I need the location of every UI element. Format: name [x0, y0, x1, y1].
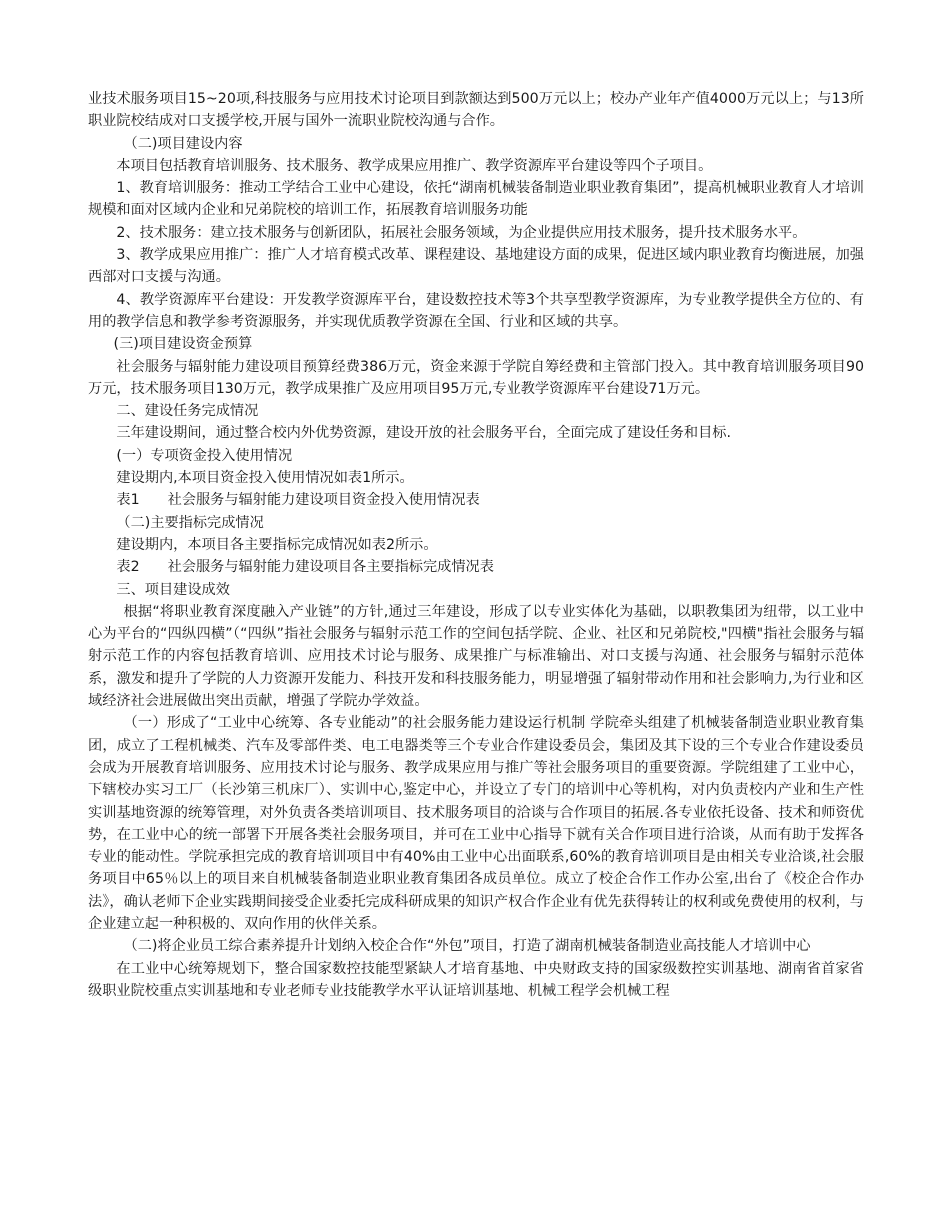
paragraph-mechanism: （一）形成了“工业中心统筹、各专业能动”的社会服务能力建设运行机制 学院牵头组建了机械装备制造业职业教育集团，成立了工程机械类、汽车及零部件类、电工电器类等三个专业合作建设委员会，集团及其下设的三个专业合作建设委员会成为开展教育培训服务、应用技术讨论与服务、教学成果应用与推广等社会服务项目的重要资源。学院组建了工业中心，下辖校办实习工厂（长沙第三机床厂）、实训中心,鉴定中心，并设立了专门的培训中心等机构，对内负责校内产业和生产性实训基地资源的统筹管理，对外负责各类培训项目、技术服务项目的洽谈与合作项目的拓展.各专业依托设备、技术和师资优势，在工业中心的统一部署下开展各类社会服务项目，并可在工业中心指导下就有关合作项目进行洽谈，从而有助于发挥各专业的能动性。学院承担完成的教育培训项目中有40%由工业中心出面联系,60%的教育培训项目是由相关专业洽谈,社会服务项目中65％以上的项目来自机械装备制造业职业教育集团各成员单位。成立了校企合作工作办公室,出台了《校企合作办法》，确认老师下企业实践期间接受企业委托完成科研成果的知识产权合作企业有优先获得转让的权利或免费使用的权利，与企业建立起一种积极的、双向作用的伙伴关系。 [88, 715, 864, 932]
document-page [88, 88, 864, 1002]
table-caption-1 [88, 489, 864, 511]
paragraph-tech-service: 2、技术服务：建立技术服务与创新团队，拓展社会服务领域，为企业提供应用技术服务，提升技术服务水平。 [116, 224, 807, 241]
paragraph-budget: 社会服务与辐射能力建设项目预算经费386万元，资金来源于学院自筹经费和主管部门投入。其中教育培训服务项目90万元，技术服务项目130万元，教学成果推广及应用项目95万元,专业教学资源库平台建设71万元。 [88, 358, 864, 397]
heading-indicators: （二)主要指标完成情况 [116, 514, 264, 531]
paragraph-fund-usage: 建设期内,本项目资金投入使用情况如表1所示。 [116, 470, 414, 487]
heading-budget: (三)项目建设资金预算 [113, 336, 253, 353]
table-caption-2 [88, 556, 864, 578]
table-1-title: 社会服务与辐射能力建设项目资金投入使用情况表 [167, 492, 480, 509]
paragraph-resource-platform: 4、教学资源库平台建设：开发教学资源库平台，建设数控技术等3个共享型教学资源库，为专业教学提供全方位的、有用的教学信息和教学参考资源服务，并实现优质教学资源在全国、行业和区域的共享。 [88, 291, 864, 330]
paragraph-task-summary: 三年建设期间，通过整合校内外优势资源，建设开放的社会服务平台，全面完成了建设任务和目标. [116, 425, 731, 442]
heading-fund-usage: (一）专项资金投入使用情况 [116, 447, 293, 464]
table-2-title: 社会服务与辐射能力建设项目各主要指标完成情况表 [167, 559, 494, 576]
paragraph-indicators: 建设期内，本项目各主要指标完成情况如表2所示。 [116, 536, 438, 553]
paragraph-training-service: 1、教育培训服务：推动工学结合工业中心建设，依托“湖南机械装备制造业职业教育集团”，提高机械职业教育人才培训规模和面对区域内企业和兄弟院校的培训工作，拓展教育培训服务功能 [88, 180, 864, 219]
paragraph-training-center: 在工业中心统筹规划下，整合国家数控技能型紧缺人才培育基地、中央财政支持的国家级数控实训基地、湖南省首家省级职业院校重点实训基地和专业老师专业技能教学水平认证培训基地、机械工程学会机械工程 [88, 960, 864, 999]
paragraph-achievement-promotion: 3、教学成果应用推广：推广人才培育模式改革、课程建设、基地建设方面的成果，促进区域内职业教育均衡进展，加强西部对口支援与沟通。 [88, 247, 864, 286]
heading-results: 三、项目建设成效 [116, 581, 230, 598]
paragraph-results-overview: 根据“将职业教育深度融入产业链”的方针,通过三年建设，形成了以专业实体化为基础，以职教集团为纽带，以工业中心为平台的“四纵四横”（“四纵”指社会服务与辐射示范工作的空间包括学院、企业、社区和兄弟院校,"四横"指社会服务与辐射示范工作的内容包括教育培训、应用技术讨论与服务、成果推广与标准输出、对口支援与沟通、社会服务与辐射示范体系，激发和提升了学院的人力资源开发能力、科技开发和科技服务能力，明显增强了辐射带动作用和社会影响力,为行业和区域经济社会进展做出突出贡献，增强了学院办学效益。 [88, 603, 864, 710]
heading-task-completion: 二、建设任务完成情况 [116, 403, 259, 420]
table-2-label: 表2 [116, 559, 140, 576]
paragraph-targets-continued: 业技术服务项目15~20项,科技服务与应用技术讨论项目到款额达到500万元以上；校办产业年产值4000万元以上；与13所职业院校结成对口支援学校,开展与国外一流职业院校沟通与合作。 [88, 91, 864, 130]
table-1-label: 表1 [116, 492, 140, 509]
paragraph-subprojects: 本项目包括教育培训服务、技术服务、教学成果应用推广、教学资源库平台建设等四个子项目。 [116, 157, 713, 174]
heading-project-content: （二)项目建设内容 [123, 135, 243, 152]
paragraph-outsourcing-heading: （二)将企业员工综合素养提升计划纳入校企合作“外包”项目，打造了湖南机械装备制造业高技能人才培训中心 [123, 938, 811, 955]
